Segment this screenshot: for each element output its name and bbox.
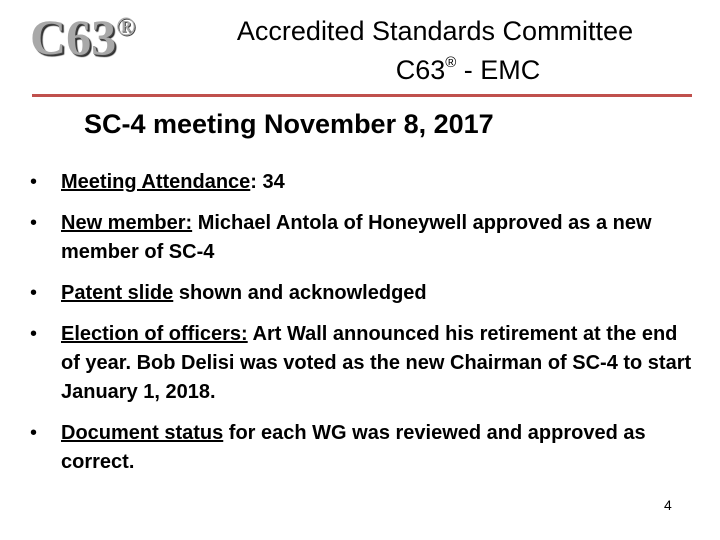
committee-title: Accredited Standards Committee bbox=[236, 16, 634, 46]
slide-heading: SC-4 meeting November 8, 2017 bbox=[84, 109, 494, 139]
subtitle-registered-mark: ® bbox=[445, 54, 457, 71]
bullet-label: Patent slide bbox=[61, 282, 174, 304]
bullet-dot: • bbox=[30, 282, 38, 304]
bullet-text: : 34 bbox=[250, 171, 285, 193]
bullet-label: New member: bbox=[61, 212, 193, 234]
bullet-dot: • bbox=[30, 212, 38, 234]
bullet-item-election bbox=[30, 320, 695, 407]
bullet-text: shown and acknowledged bbox=[173, 282, 427, 304]
c63-logo bbox=[30, 9, 136, 65]
bullet-dot: • bbox=[30, 323, 38, 345]
registered-mark: ® bbox=[116, 12, 136, 41]
bullet-label: Document status bbox=[61, 422, 224, 444]
bullet-dot: • bbox=[30, 171, 38, 193]
bullet-text: Michael Antola of Honeywell approved as a new member of SC-4 bbox=[61, 212, 652, 263]
subtitle-emc: - EMC bbox=[456, 55, 541, 85]
committee-subtitle bbox=[208, 54, 720, 85]
bullet-item-attendance bbox=[30, 168, 695, 197]
bullet-item-patent-slide bbox=[30, 279, 695, 308]
bullet-item-document-status bbox=[30, 419, 695, 477]
bullet-label: Election of officers: bbox=[61, 323, 248, 345]
header-divider bbox=[32, 94, 692, 97]
bullet-dot: • bbox=[30, 422, 38, 444]
bullet-text: for each WG was reviewed and approved as correct. bbox=[61, 422, 646, 473]
bullet-text: Art Wall announced his retirement at the end of year. Bob Delisi was voted as the new Chairman of SC-4 to start January 1, 2018. bbox=[61, 323, 692, 403]
bullet-list bbox=[30, 168, 695, 489]
page-number: 4 bbox=[664, 497, 672, 513]
bullet-item-new-member bbox=[30, 209, 695, 267]
subtitle-c63: C63 bbox=[395, 55, 446, 85]
logo-text: C63 bbox=[30, 9, 117, 65]
bullet-label: Meeting Attendance bbox=[61, 171, 251, 193]
